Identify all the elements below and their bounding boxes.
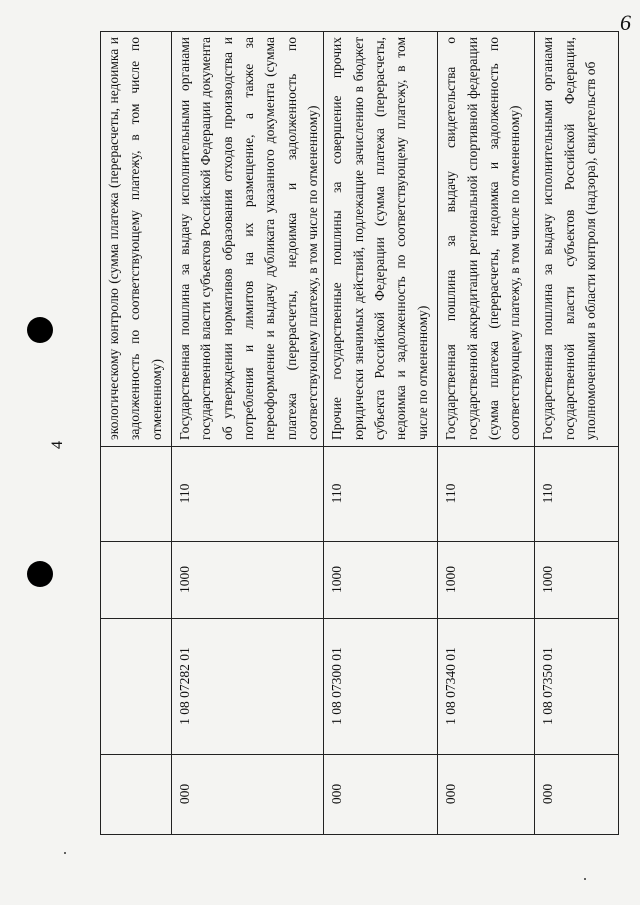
description-cell: Государственная пошлина за выдачу исполнительными органами государственной власти субъектов Российской Федерации документа об утверждении нормативов образования отходов производства и потребления и лимитов на их размещение, а также за переоформление и выдачу дубликата указанного документа (сумма платежа (перерасчеты, недоимка и задолженность по соответствующему платежу, в том числе по отмененному): [172, 32, 324, 447]
punch-hole-top: [27, 317, 53, 343]
kbk-code-cell: [101, 619, 172, 755]
table-row: [438, 32, 535, 835]
punch-hole-bottom: [27, 561, 53, 587]
description-cell: экологическому контролю (сумма платежа (перерасчеты, недоимка и задолженность по соответствующему платежу, в том числе по отмененному): [101, 32, 172, 447]
table-row: [535, 32, 619, 835]
page-number: 4: [49, 441, 66, 449]
subtype-code-cell: 1000: [172, 542, 324, 619]
scan-speck: [584, 878, 586, 880]
rotated-table-wrapper: [100, 32, 610, 835]
scan-speck: [64, 852, 66, 854]
kbk-code-cell: 1 08 07300 01: [324, 619, 438, 755]
kbk-code-cell: 1 08 07340 01: [438, 619, 535, 755]
handwritten-page-number: 6: [620, 10, 631, 35]
description-cell: Прочие государственные пошлины за совершение прочих юридически значимых действий, подлежащие зачислению в бюджет субъекта Российской Федерации (сумма платежа (перерасчеты, недоимка и задолженность по соответствующему платежу, в том числе по отмененному): [324, 32, 438, 447]
description-cell: Государственная пошлина за выдачу свидетельства о государственной аккредитации региональной спортивной федерации (сумма платежа (перерасчеты, недоимка и задолженность по соответствующему платежу, в том числе по отмененному): [438, 32, 535, 447]
admin-code-cell: 000: [324, 755, 438, 835]
table-row: [324, 32, 438, 835]
kosgu-code-cell: 110: [438, 447, 535, 542]
subtype-code-cell: 1000: [535, 542, 619, 619]
kosgu-code-cell: 110: [172, 447, 324, 542]
subtype-code-cell: [101, 542, 172, 619]
budget-code-table: [100, 31, 619, 835]
description-cell: Государственная пошлина за выдачу исполнительными органами государственной власти субъектов Российской Федерации, уполномоченными в области контроля (надзора), свидетельств об: [535, 32, 619, 447]
rotated-table-frame: [100, 32, 610, 835]
kosgu-code-cell: [101, 447, 172, 542]
table-row: [101, 32, 172, 835]
admin-code-cell: 000: [438, 755, 535, 835]
admin-code-cell: 000: [535, 755, 619, 835]
kosgu-code-cell: 110: [324, 447, 438, 542]
kbk-code-cell: 1 08 07282 01: [172, 619, 324, 755]
subtype-code-cell: 1000: [438, 542, 535, 619]
subtype-code-cell: 1000: [324, 542, 438, 619]
admin-code-cell: [101, 755, 172, 835]
admin-code-cell: 000: [172, 755, 324, 835]
kbk-code-cell: 1 08 07350 01: [535, 619, 619, 755]
kosgu-code-cell: 110: [535, 447, 619, 542]
table-row: [172, 32, 324, 835]
